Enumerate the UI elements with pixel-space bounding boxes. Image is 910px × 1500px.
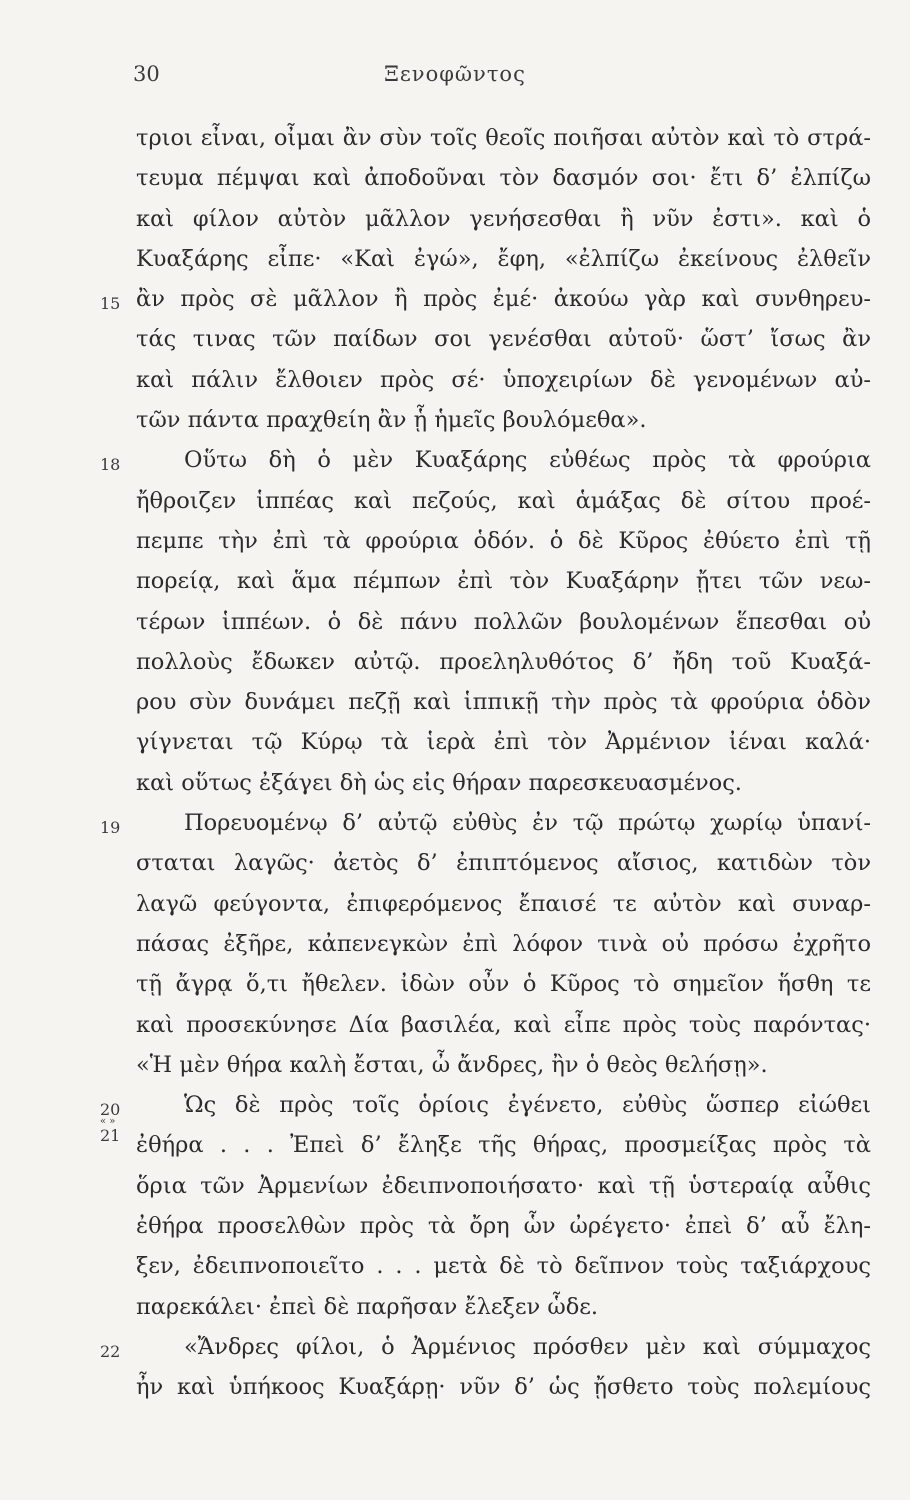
section-number: 22 (100, 1341, 121, 1361)
text-line: καὶ οὕτως ἐξάγει δὴ ὡς εἰς θήραν παρεσκευασμένος. (136, 769, 742, 796)
section-number: 18 (100, 455, 121, 475)
section-number (100, 1117, 120, 1145)
section-number-value: 21 (100, 1126, 121, 1146)
text-line: ρου σὺν δυνάμει πεζῇ καὶ ἱππικῇ τὴν πρὸς τὰ φρούρια ὁδὸν (136, 689, 871, 716)
section-mark: « » (100, 1116, 116, 1128)
text-line: τευμα πέμψαι καὶ ἀποδοῦναι τὸν δασμόν σοι· ἔτι δ’ ἐλπίζω (136, 165, 871, 192)
text-line: ξεν, ἐδειπνοποιεῖτο . . . μετὰ δὲ τὸ δεῖπνον τοὺς ταξιάρχους (136, 1253, 871, 1280)
text-line: πορείᾳ, καὶ ἅμα πέμπων ἐπὶ τὸν Κυαξάρην ᾔτει τῶν νεω- (136, 568, 871, 595)
paragraph-start (100, 1327, 871, 1367)
text-line: πάσας ἐξῆρε, κἀπενεγκὼν ἐπὶ λόφον τινὰ οὐ πρόσω ἐχρῆτο (136, 930, 871, 957)
text-line: τριοι εἶναι, οἶμαι ἂν σὺν τοῖς θεοῖς ποιῆσαι αὐτὸν καὶ τὸ στρά- (136, 125, 871, 151)
page-header (0, 62, 910, 92)
text-line: τάς τινας τῶν παίδων σοι γενέσθαι αὐτοῦ· ὥστ’ ἴσως ἂν (136, 326, 871, 353)
text-line: γίγνεται τῷ Κύρῳ τὰ ἱερὰ ἐπὶ τὸν Ἀρμένιον ἰέναι καλά· (136, 729, 871, 756)
text-line-content: ἐθήρα . . . Ἐπεὶ δ’ ἔληξε τῆς θήρας, προσμείξας πρὸς τὰ (136, 1132, 871, 1159)
text-line-content: «Ἄνδρες φίλοι, ὁ Ἀρμένιος πρόσθεν μὲν καὶ σύμμαχος (184, 1333, 871, 1360)
text-line: ὅρια τῶν Ἀρμενίων ἐδειπνοποιήσατο· καὶ τῇ ὑστεραίᾳ αὖθις (136, 1172, 871, 1199)
text-line: καὶ φίλον αὐτὸν μᾶλλον γενήσεσθαι ἢ νῦν ἐστι». καὶ ὁ (136, 205, 871, 232)
running-title: Ξενοφῶντος (384, 62, 526, 86)
body-text (100, 118, 871, 1408)
line-number: 15 (100, 294, 121, 314)
text-line: πολλοὺς ἔδωκεν αὐτῷ. προεληλυθότος δ’ ἤδη τοῦ Κυαξά- (136, 648, 871, 675)
text-line: καὶ προσεκύνησε Δία βασιλέα, καὶ εἶπε πρὸς τοὺς παρόντας· (136, 1011, 871, 1038)
text-line-with-marker (100, 1116, 871, 1165)
text-line-content: Ὡς δὲ πρὸς τοῖς ὁρίοις ἐγένετο, εὐθὺς ὥσπερ εἰώθει (184, 1092, 871, 1119)
text-line: σταται λαγῶς· ἀετὸς δ’ ἐπιπτόμενος αἴσιος, κατιδὼν τὸν (136, 850, 871, 877)
section-number: 20 (100, 1100, 121, 1120)
text-line: τέρων ἱππέων. ὁ δὲ πάνυ πολλῶν βουλομένων ἕπεσθαι οὐ (136, 608, 871, 635)
text-line: λαγῶ φεύγοντα, ἐπιφερόμενος ἔπαισέ τε αὐτὸν καὶ συναρ- (136, 890, 871, 917)
paragraph-start (100, 803, 871, 843)
section-number: 19 (100, 818, 121, 838)
text-line: ἦν καὶ ὑπήκοος Κυαξάρῃ· νῦν δ’ ὡς ᾔσθετο τοὺς πολεμίους (136, 1374, 871, 1401)
paragraph-start (100, 1085, 871, 1125)
text-line: τῶν πάντα πραχθείη ἂν ᾗ ἡμεῖς βουλόμεθα». (136, 407, 647, 434)
page-number: 30 (133, 62, 160, 86)
text-line-content: ἂν πρὸς σὲ μᾶλλον ἢ πρὸς ἐμέ· ἀκούω γὰρ καὶ συνθηρευ- (136, 286, 871, 313)
text-line: τῇ ἄγρᾳ ὅ,τι ἤθελεν. ἰδὼν οὖν ὁ Κῦρος τὸ σημεῖον ἥσθη τε (136, 971, 871, 998)
paragraph-start (100, 440, 871, 480)
text-line: «Ἡ μὲν θήρα καλὴ ἔσται, ὦ ἄνδρες, ἢν ὁ θεὸς θελήσῃ». (136, 1051, 768, 1078)
text-line: πεμπε τὴν ἐπὶ τὰ φρούρια ὁδόν. ὁ δὲ Κῦρος ἐθύετο ἐπὶ τῇ (136, 527, 871, 554)
text-line-content: Οὕτω δὴ ὁ μὲν Κυαξάρης εὐθέως πρὸς τὰ φρούρια (184, 447, 871, 474)
text-line: ἤθροιζεν ἱππέας καὶ πεζούς, καὶ ἁμάξας δὲ σίτου προέ- (136, 487, 871, 514)
text-line-content: Πορευομένῳ δ’ αὐτῷ εὐθὺς ἐν τῷ πρώτῳ χωρίῳ ὑπανί- (184, 810, 871, 837)
text-line: Κυαξάρης εἶπε· «Καὶ ἐγώ», ἔφη, «ἐλπίζω ἐκείνους ἐλθεῖν (136, 245, 871, 272)
text-line: παρεκάλει· ἐπεὶ δὲ παρῆσαν ἔλεξεν ὧδε. (136, 1293, 599, 1320)
text-line-with-marker (100, 279, 871, 319)
text-line: καὶ πάλιν ἔλθοιεν πρὸς σέ· ὑποχειρίων δὲ γενομένων αὐ- (136, 366, 871, 393)
text-line: ἐθήρα προσελθὼν πρὸς τὰ ὄρη ὧν ὠρέγετο· ἐπεὶ δ’ αὖ ἔλη- (136, 1213, 871, 1240)
